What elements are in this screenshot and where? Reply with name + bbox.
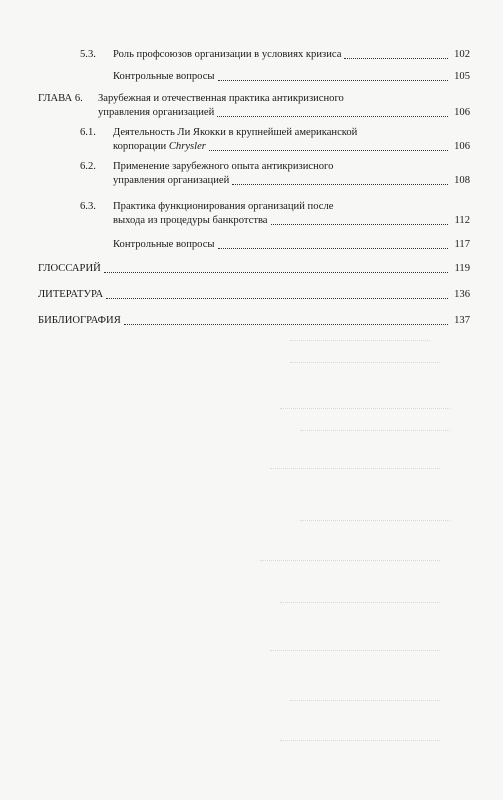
toc-entry-6-2[interactable] bbox=[38, 160, 470, 200]
chapter-title-line1: Зарубежная и отечественная практика антикризисного bbox=[98, 93, 344, 104]
section-title-line2-text: корпорации bbox=[113, 141, 169, 152]
leader-dots bbox=[104, 272, 448, 273]
section-title: Роль профсоюзов организации в условиях кризиса bbox=[113, 49, 342, 60]
leader-dots bbox=[218, 248, 448, 249]
section-title-line1: Применение зарубежного опыта антикризисного bbox=[113, 161, 334, 172]
section-number: 6.2. bbox=[80, 161, 96, 172]
leader-dots bbox=[218, 80, 448, 81]
toc-entry-questions-6[interactable] bbox=[38, 238, 470, 262]
page-number: 108 bbox=[454, 175, 470, 186]
toc-entry-chapter-6[interactable] bbox=[38, 92, 470, 126]
leader-dots bbox=[106, 298, 448, 299]
section-title-line1: Деятельность Ли Якокки в крупнейшей американской bbox=[113, 127, 358, 138]
toc-entry-5-3[interactable] bbox=[38, 48, 470, 70]
section-title: Контрольные вопросы bbox=[113, 239, 215, 250]
page-number: 106 bbox=[454, 141, 470, 152]
page-number: 105 bbox=[454, 71, 470, 82]
section-number: 6.1. bbox=[80, 127, 96, 138]
section-title: ЛИТЕРАТУРА bbox=[38, 289, 104, 300]
company-name: Chrysler bbox=[168, 141, 206, 152]
leader-dots bbox=[344, 58, 448, 59]
section-title: ГЛОССАРИЙ bbox=[38, 263, 101, 274]
toc-entry-6-1[interactable] bbox=[38, 126, 470, 160]
section-number: 5.3. bbox=[80, 49, 96, 60]
leader-dots bbox=[209, 150, 448, 151]
chapter-label: ГЛАВА 6. bbox=[38, 93, 83, 104]
toc-entry-bibliography[interactable] bbox=[38, 314, 470, 336]
section-title: БИБЛИОГРАФИЯ bbox=[38, 315, 121, 326]
leader-dots bbox=[232, 184, 448, 185]
page-number: 136 bbox=[454, 289, 470, 300]
section-title-line2 bbox=[113, 140, 206, 154]
toc-entry-6-3[interactable] bbox=[38, 200, 470, 238]
section-title: Контрольные вопросы bbox=[113, 71, 215, 82]
leader-dots bbox=[124, 324, 448, 325]
toc-entry-glossary[interactable] bbox=[38, 262, 470, 288]
section-title-line2: выхода из процедуры банкротства bbox=[113, 215, 268, 226]
leader-dots bbox=[217, 116, 448, 117]
section-title-line2: управления организацией bbox=[113, 175, 230, 186]
page-number: 112 bbox=[454, 215, 470, 226]
leader-dots bbox=[271, 224, 448, 225]
section-title-line1: Практика функционирования организаций после bbox=[113, 201, 334, 212]
chapter-title-line2: управления организацией bbox=[98, 107, 215, 118]
section-number: 6.3. bbox=[80, 201, 96, 212]
page-number: 117 bbox=[454, 239, 470, 250]
page-number: 106 bbox=[454, 107, 470, 118]
page-number: 102 bbox=[454, 49, 470, 60]
page-number: 119 bbox=[454, 263, 470, 274]
toc-entry-literature[interactable] bbox=[38, 288, 470, 314]
table-of-contents bbox=[38, 48, 470, 336]
toc-entry-questions-5[interactable] bbox=[38, 70, 470, 92]
page-number: 137 bbox=[454, 315, 470, 326]
